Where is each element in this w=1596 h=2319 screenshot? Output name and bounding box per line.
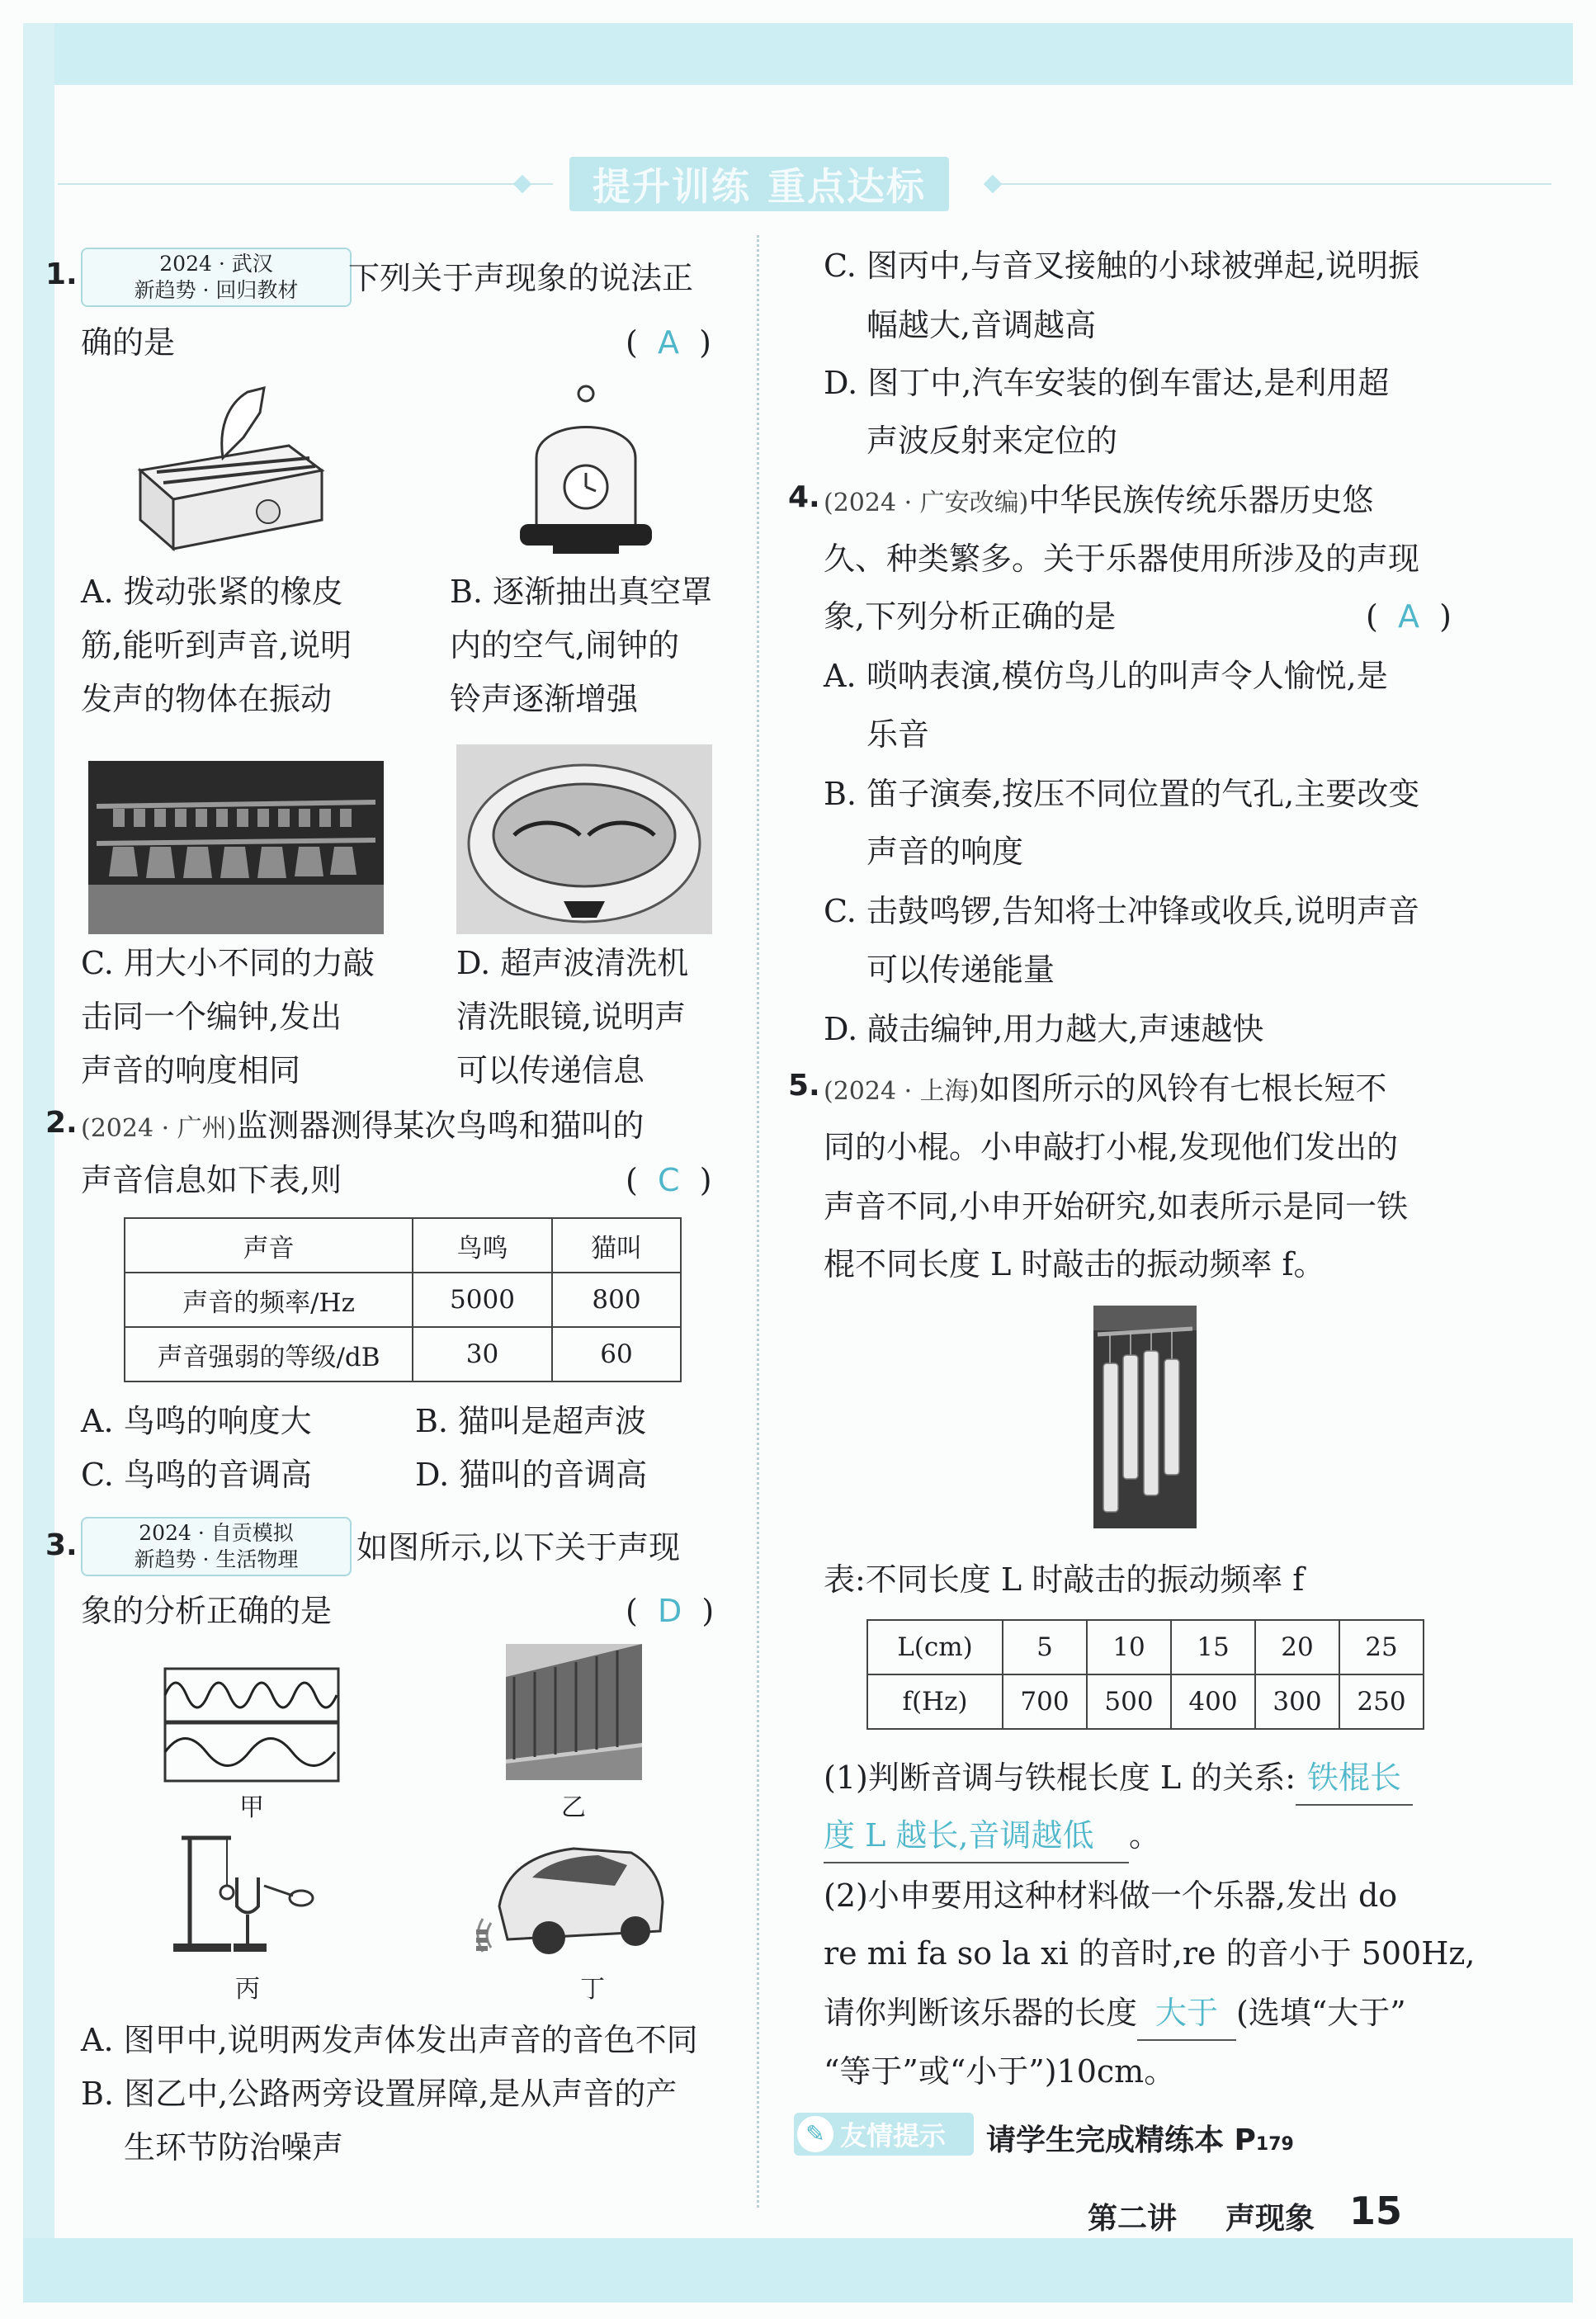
- q4-option-a-line2: 乐音: [866, 716, 930, 753]
- table-row: [125, 1327, 681, 1381]
- q3-tag-line1: 2024 · 自贡模拟: [139, 1521, 294, 1545]
- q5-figure-wind-chime: [1093, 1306, 1197, 1528]
- table-cell: 60: [552, 1327, 681, 1381]
- tip-badge-label: 友情提示: [840, 2120, 947, 2151]
- q1-option-a-line3: 发声的物体在振动: [81, 681, 333, 717]
- tip-text-page: 179: [1255, 2134, 1294, 2155]
- q1-option-d-line1: D. 超声波清洗机: [456, 945, 689, 981]
- q1-stem-line1: 下列关于声现象的说法正: [348, 260, 694, 296]
- footer-chapter: 第二讲: [1088, 2202, 1178, 2236]
- q5-part2-line3: [824, 1986, 1406, 2041]
- table-cell: 5000: [413, 1273, 552, 1327]
- q3-answer: D: [657, 1593, 682, 1629]
- q3-figure-bing-tuning-fork: [169, 1828, 334, 1964]
- table-cell: 15: [1171, 1620, 1255, 1674]
- q3-option-c-line2: 幅越大,音调越高: [866, 307, 1097, 343]
- q2-stem-line2: 声音信息如下表,则: [81, 1162, 342, 1198]
- q2-number: 2.: [45, 1106, 78, 1140]
- top-border: [23, 23, 1573, 85]
- q5-part1-line1: [824, 1751, 1413, 1806]
- q2-option-c: C. 鸟鸣的音调高: [81, 1457, 312, 1493]
- q1-option-a-line2: 筋,能听到声音,说明: [81, 627, 352, 664]
- q4-stem-line1: [824, 474, 1373, 530]
- table-header-cell: 鸟鸣: [413, 1218, 552, 1273]
- q3-figure-yi-label: 乙: [561, 1793, 586, 1822]
- tip-text-main: 请学生完成精练本 P: [986, 2123, 1256, 2157]
- q1-option-c-line2: 击同一个编钟,发出: [81, 999, 342, 1035]
- q5-table-caption: 表:不同长度 L 时敲击的振动频率 f: [824, 1561, 1305, 1598]
- q5-part2-suffix: (选填“大于”: [1236, 1995, 1406, 2031]
- table-cell: 700: [1003, 1674, 1087, 1729]
- q1-number: 1.: [45, 257, 78, 291]
- q5-source: (2024 · 上海): [824, 1077, 980, 1106]
- q4-stem-text: 中华民族传统乐器历史悠: [1028, 482, 1374, 518]
- q3-figure-ding-label: 丁: [580, 1975, 605, 2004]
- q4-source: (2024 · 广安改编): [824, 489, 1029, 517]
- q4-stem-line3: 象,下列分析正确的是: [824, 598, 1117, 635]
- q3-figure-jia-waveforms: [163, 1667, 340, 1783]
- q2-option-b: B. 猫叫是超声波: [415, 1403, 647, 1439]
- table-cell: 400: [1171, 1674, 1255, 1729]
- q3-option-c-line1: C. 图丙中,与音叉接触的小球被弹起,说明振: [824, 248, 1420, 284]
- q3-stem-line1: 如图所示,以下关于声现: [357, 1529, 681, 1566]
- q3-figure-jia-label: 甲: [239, 1793, 264, 1822]
- q1-tag-line1: 2024 · 武汉: [159, 252, 273, 276]
- q5-part2-line1: (2)小申要用这种材料做一个乐器,发出 do: [824, 1877, 1398, 1914]
- q2-option-d: D. 猫叫的音调高: [415, 1457, 648, 1493]
- q1-option-c-line3: 声音的响度相同: [81, 1052, 301, 1089]
- q4-option-c-line2: 可以传递能量: [866, 952, 1055, 988]
- q2-data-table: [124, 1217, 682, 1382]
- q1-option-b-line3: 铃声逐渐增强: [450, 681, 639, 717]
- q3-figure-yi-highway-barrier: [506, 1644, 642, 1780]
- q4-option-a-line1: A. 唢呐表演,模仿鸟儿的叫声令人愉悦,是: [824, 658, 1388, 694]
- q1-option-b-line2: 内的空气,闹钟的: [450, 627, 680, 664]
- q5-stem-line4: 棍不同长度 L 时敲击的振动频率 f。: [824, 1246, 1325, 1282]
- table-header-cell: 猫叫: [552, 1218, 681, 1273]
- banner-line-left: [58, 183, 553, 185]
- q3-option-d-line2: 声波反射来定位的: [866, 423, 1118, 459]
- table-cell: 声音的频率/Hz: [125, 1273, 413, 1327]
- table-cell: 声音强弱的等级/dB: [125, 1327, 413, 1381]
- q3-option-b-line2: 生环节防治噪声: [124, 2129, 344, 2166]
- q1-figure-d-ultrasonic-cleaner: [456, 744, 712, 934]
- q1-answer: A: [657, 324, 679, 361]
- q4-answer: A: [1397, 598, 1419, 635]
- q1-answer-bracket: ( A ): [626, 324, 711, 361]
- q5-part2-line2: re mi fa so la xi 的音时,re 的音小于 500Hz,: [824, 1935, 1476, 1972]
- table-row: [125, 1273, 681, 1327]
- q2-stem-text: 监测器测得某次鸟鸣和猫叫的: [236, 1108, 645, 1144]
- q4-option-b-line1: B. 笛子演奏,按压不同位置的气孔,主要改变: [824, 776, 1420, 812]
- q5-number: 5.: [788, 1069, 820, 1103]
- q3-stem-line2: 象的分析正确的是: [81, 1593, 333, 1629]
- q1-option-c-line1: C. 用大小不同的力敲: [81, 945, 375, 981]
- table-cell: 250: [1339, 1674, 1424, 1729]
- q1-option-b-line1: B. 逐渐抽出真空罩: [450, 574, 713, 610]
- table-row: [125, 1218, 681, 1273]
- q2-answer: C: [657, 1162, 680, 1198]
- q5-part1-answer-line1: 铁棍长: [1296, 1751, 1413, 1806]
- table-row: [867, 1620, 1424, 1674]
- q5-stem-text: 如图所示的风铃有七根长短不: [979, 1070, 1387, 1107]
- page-number: 15: [1349, 2189, 1403, 2233]
- q5-data-table: [866, 1619, 1424, 1730]
- q4-number: 4.: [788, 480, 820, 514]
- section-banner: [569, 157, 949, 211]
- q4-option-b-line2: 声音的响度: [866, 834, 1024, 870]
- q3-option-b-line1: B. 图乙中,公路两旁设置屏障,是从声音的产: [81, 2076, 678, 2112]
- q5-part1-end: 。: [1129, 1817, 1161, 1854]
- q5-part1-line2: [824, 1809, 1160, 1863]
- q5-part1-prefix: (1)判断音调与铁棍长度 L 的关系:: [824, 1759, 1296, 1796]
- banner-diamond-right: [984, 175, 1003, 194]
- table-cell: 500: [1087, 1674, 1171, 1729]
- q5-stem-line1: [824, 1062, 1386, 1118]
- table-cell: 5: [1003, 1620, 1087, 1674]
- table-header-cell: f(Hz): [867, 1674, 1003, 1729]
- q4-stem-line2: 久、种类繁多。关于乐器使用所涉及的声现: [824, 541, 1420, 577]
- q1-tag-line2: 新趋势 · 回归教材: [134, 278, 299, 302]
- tip-text: [986, 2117, 1294, 2159]
- q2-answer-bracket: ( C ): [626, 1162, 712, 1198]
- q1-stem-line2: 确的是: [81, 324, 176, 361]
- banner-diamond-left: [513, 175, 532, 194]
- q3-source-tag: [81, 1517, 352, 1576]
- q2-option-a: A. 鸟鸣的响度大: [81, 1403, 312, 1439]
- column-divider: [757, 235, 759, 2208]
- q5-stem-line3: 声音不同,小申开始研究,如表所示是同一铁: [824, 1188, 1409, 1225]
- q2-stem-line1: [81, 1099, 644, 1155]
- table-cell: 20: [1255, 1620, 1339, 1674]
- q1-source-tag: [81, 248, 352, 307]
- q3-figure-ding-car-radar: [475, 1832, 668, 1964]
- q3-answer-bracket: ( D ): [626, 1593, 715, 1629]
- q4-option-c-line1: C. 击鼓鸣锣,告知将士冲锋或收兵,说明声音: [824, 893, 1420, 929]
- q3-option-d-line1: D. 图丁中,汽车安装的倒车雷达,是利用超: [824, 365, 1390, 401]
- q5-part1-answer-line2: 度 L 越长,音调越低: [824, 1809, 1129, 1863]
- tip-badge: [794, 2113, 974, 2156]
- q1-option-a-line1: A. 拨动张紧的橡皮: [81, 574, 343, 610]
- footer-title: 声现象: [1225, 2202, 1315, 2236]
- table-cell: 25: [1339, 1620, 1424, 1674]
- lightbulb-icon: ✎: [797, 2116, 833, 2152]
- banner-line-right: [990, 183, 1551, 185]
- q2-source: (2024 · 广州): [81, 1114, 237, 1143]
- table-cell: 10: [1087, 1620, 1171, 1674]
- q4-answer-bracket: ( A ): [1366, 598, 1452, 635]
- q1-figure-c-chime-bells: [88, 761, 384, 934]
- table-header-cell: L(cm): [867, 1620, 1003, 1674]
- table-cell: 800: [552, 1273, 681, 1327]
- banner-right-text: 重点达标: [767, 164, 926, 209]
- q5-part2-line4: “等于”或“小于”)10cm。: [824, 2053, 1176, 2090]
- q5-part2-answer: 大于: [1137, 1986, 1236, 2041]
- left-border: [23, 23, 54, 2284]
- banner-left-text: 提升训练: [593, 164, 751, 209]
- q3-option-a: A. 图甲中,说明两发声体发出声音的音色不同: [81, 2022, 698, 2058]
- table-cell: 30: [413, 1327, 552, 1381]
- q5-part2-prefix: 请你判断该乐器的长度: [824, 1995, 1138, 2031]
- table-cell: 300: [1255, 1674, 1339, 1729]
- q5-stem-line2: 同的小棍。小申敲打小棍,发现他们发出的: [824, 1129, 1399, 1165]
- q3-tag-line2: 新趋势 · 生活物理: [134, 1547, 299, 1571]
- q1-figure-a-rubber-band: [124, 380, 338, 561]
- q3-number: 3.: [45, 1528, 78, 1562]
- table-row: [867, 1674, 1424, 1729]
- q1-figure-b-bell-jar: [503, 384, 668, 561]
- table-header-cell: 声音: [125, 1218, 413, 1273]
- q1-option-d-line3: 可以传递信息: [456, 1052, 645, 1089]
- q3-figure-bing-label: 丙: [235, 1975, 260, 2004]
- q1-option-d-line2: 清洗眼镜,说明声: [456, 999, 687, 1035]
- bottom-border: [23, 2238, 1573, 2302]
- q4-option-d: D. 敲击编钟,用力越大,声速越快: [824, 1011, 1264, 1047]
